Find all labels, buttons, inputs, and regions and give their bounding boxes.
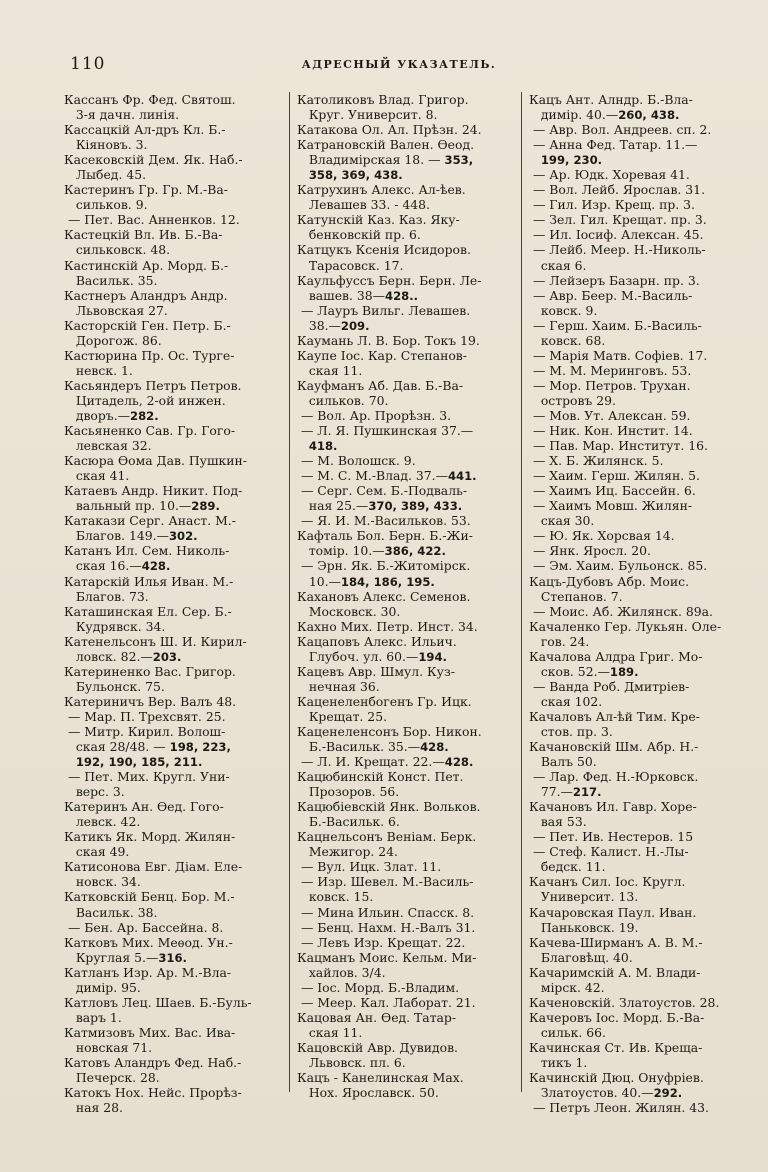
directory-line: — Л. Я. Пушкинская 37.— bbox=[297, 423, 474, 439]
directory-line: Львовская 27. bbox=[64, 302, 168, 318]
directory-line: Кастинскій Ар. Морд. Б.- bbox=[64, 257, 229, 273]
directory-line: ская 11. bbox=[297, 1024, 363, 1040]
directory-line: — Стеф. Калист. Н.-Лы- bbox=[529, 844, 689, 860]
directory-line: Б.-Васильк. 35.—428. bbox=[297, 739, 449, 755]
directory-line: Каумань Л. В. Бор. Токъ 19. bbox=[297, 332, 480, 348]
directory-line: левская 32. bbox=[64, 438, 152, 454]
directory-line: Глубоч. ул. 60.—194. bbox=[297, 648, 447, 664]
column-divider bbox=[521, 92, 522, 1092]
directory-line: сильков. 70. bbox=[297, 392, 389, 408]
directory-line: Степанов. 7. bbox=[529, 588, 623, 604]
column-2 bbox=[297, 92, 513, 1101]
directory-line: мірск. 42. bbox=[529, 979, 605, 995]
directory-line: Кастеринъ Гр. Гр. М.-Ва- bbox=[64, 182, 228, 198]
directory-line: Касторскій Ген. Петр. Б.- bbox=[64, 317, 231, 333]
directory-line: ная 28. bbox=[64, 1100, 123, 1116]
directory-line: Катенельсонъ Ш. И. Кирил- bbox=[64, 633, 247, 649]
directory-line: Катковъ Мих. Меѳод. Ун.- bbox=[64, 934, 233, 950]
directory-line: Кассанъ Фр. Фед. Святош. bbox=[64, 92, 236, 107]
directory-line: Кацъ-Дубовъ Абр. Моис. bbox=[529, 573, 690, 589]
directory-line: Кахановъ Алекс. Семенов. bbox=[297, 588, 471, 604]
directory-line: — Анна Фед. Татар. 11.— bbox=[529, 137, 698, 153]
directory-line: Кассацкій Ал-дръ Кл. Б.- bbox=[64, 122, 226, 138]
directory-line: Катцукъ Ксенія Исидоров. bbox=[297, 242, 471, 258]
directory-columns bbox=[64, 92, 730, 1116]
directory-line: — Л. И. Крещат. 22.—428. bbox=[297, 754, 474, 770]
directory-line: Владимірская 18. — 353, bbox=[297, 152, 474, 168]
directory-line: Кіяновъ. 3. bbox=[64, 137, 148, 153]
directory-line: Лыбед. 45. bbox=[64, 167, 147, 183]
directory-line: Касьяндеръ Петръ Петров. bbox=[64, 377, 242, 393]
directory-line: Бульонск. 75. bbox=[64, 678, 165, 694]
directory-line: Кафталь Бол. Берн. Б.-Жи- bbox=[297, 528, 473, 544]
directory-line: — Лар. Фед. Н.-Юрковск. bbox=[529, 769, 699, 785]
directory-line: — Мар. П. Трехсвят. 25. bbox=[64, 708, 226, 724]
directory-line: левск. 42. bbox=[64, 814, 141, 830]
directory-line: Катунскій Каз. Каз. Яку- bbox=[297, 212, 460, 228]
directory-line: Кацюбіевскій Янк. Вольков. bbox=[297, 799, 481, 815]
directory-line: — Я. И. М.-Васильков. 53. bbox=[297, 513, 471, 529]
directory-line: — Герш. Хаим. Б.-Василь- bbox=[529, 317, 702, 333]
directory-line: Качановъ Ил. Гавр. Хоре- bbox=[529, 799, 697, 815]
directory-line: новская 71. bbox=[64, 1039, 153, 1055]
directory-line: Катарскій Илья Иван. М.- bbox=[64, 573, 234, 589]
directory-line: Качанъ Сил. Іос. Кругл. bbox=[529, 874, 686, 890]
page-header bbox=[70, 54, 728, 78]
directory-line: томір. 10.—386, 422. bbox=[297, 543, 446, 559]
directory-line: Катокъ Нох. Нейс. Прорѣз- bbox=[64, 1085, 242, 1101]
directory-line: — Вол. Лейб. Ярослав. 31. bbox=[529, 182, 706, 198]
directory-line: Крещат. 25. bbox=[297, 708, 388, 724]
directory-line: — М. С. М.-Влад. 37.—441. bbox=[297, 468, 477, 484]
column-3 bbox=[529, 92, 745, 1116]
directory-line: Качинскій Дюц. Онуфріев. bbox=[529, 1070, 704, 1086]
directory-line: вашев. 38—428.. bbox=[297, 287, 419, 303]
directory-line: — Эрн. Як. Б.-Житомірск. bbox=[297, 558, 471, 574]
directory-line: Катанъ Ил. Сем. Николь- bbox=[64, 543, 230, 559]
directory-line: Кацюбинскій Конст. Пет. bbox=[297, 769, 464, 785]
directory-line: Кастецкій Вл. Ив. Б.-Ва- bbox=[64, 227, 223, 243]
directory-line: — Лейб. Меер. Н.-Николь- bbox=[529, 242, 706, 258]
directory-line: Московск. 30. bbox=[297, 603, 401, 619]
directory-line: — Меер. Кал. Лаборат. 21. bbox=[297, 994, 476, 1010]
directory-line: Катисонова Евг. Діам. Еле- bbox=[64, 859, 243, 875]
directory-line: ная 25.—370, 389, 433. bbox=[297, 498, 463, 514]
directory-line: Касьяненко Сав. Гр. Гого- bbox=[64, 423, 236, 439]
directory-line: Кацъ - Канелинская Мах. bbox=[297, 1070, 464, 1086]
directory-line: — Левъ Изр. Крещат. 22. bbox=[297, 934, 466, 950]
directory-line: Каупе Іос. Кар. Степанов- bbox=[297, 347, 467, 363]
directory-line: Круглая 5.—316. bbox=[64, 949, 187, 965]
directory-line: — Петръ Леон. Жилян. 43. bbox=[529, 1100, 709, 1116]
directory-line: нечная 36. bbox=[297, 678, 380, 694]
directory-line: Прозоров. 56. bbox=[297, 784, 400, 800]
directory-line: Качинская Ст. Ив. Креща- bbox=[529, 1039, 703, 1055]
directory-line: димір. 40.—260, 438. bbox=[529, 107, 680, 123]
directory-line: Васильк. 35. bbox=[64, 272, 158, 288]
directory-line: Католиковъ Влад. Григор. bbox=[297, 92, 469, 107]
directory-line: — Эм. Хаим. Бульонск. 85. bbox=[529, 558, 708, 574]
directory-line: Васильк. 38. bbox=[64, 904, 158, 920]
directory-line: — Изр. Шевел. М.-Василь- bbox=[297, 874, 474, 890]
directory-line: сильков. 9. bbox=[64, 197, 148, 213]
directory-line: — Пет. Ив. Нестеров. 15 bbox=[529, 829, 694, 845]
directory-line: Катрухинъ Алекс. Ал-ѣев. bbox=[297, 182, 466, 198]
running-title: АДРЕСНЫЙ УКАЗАТЕЛЬ. bbox=[301, 58, 497, 71]
directory-line: ская 28/48. — 198, 223, bbox=[64, 739, 231, 755]
directory-line: — М. М. Меринговъ. 53. bbox=[529, 362, 692, 378]
directory-line: — Пет. Мих. Кругл. Уни- bbox=[64, 769, 230, 785]
directory-line: — Ю. Як. Хорсвая 14. bbox=[529, 528, 675, 544]
directory-line: Львовск. пл. 6. bbox=[297, 1055, 406, 1070]
directory-line: — Пет. Вас. Анненков. 12. bbox=[64, 212, 240, 228]
directory-line: Кацаповъ Алекс. Ильич. bbox=[297, 633, 457, 649]
directory-line: варъ 1. bbox=[64, 1009, 122, 1025]
directory-line: — Марія Матв. Софіев. 17. bbox=[529, 347, 708, 363]
directory-line: Университ. 13. bbox=[529, 889, 639, 905]
column-1 bbox=[64, 92, 280, 1116]
directory-line: — Бен. Ар. Бассейна. 8. bbox=[64, 919, 224, 935]
directory-line: ская 41. bbox=[64, 468, 130, 484]
directory-line: Нох. Ярославск. 50. bbox=[297, 1085, 439, 1101]
directory-line: тикъ 1. bbox=[529, 1055, 588, 1070]
directory-line: ская 49. bbox=[64, 844, 130, 860]
directory-line: — Митр. Кирил. Волош- bbox=[64, 723, 226, 739]
directory-line: — Серг. Сем. Б.-Подваль- bbox=[297, 483, 468, 499]
directory-line: сков. 52.—189. bbox=[529, 663, 639, 679]
directory-line: 418. bbox=[308, 439, 338, 454]
column-divider bbox=[289, 92, 290, 1092]
directory-line: Кастюрина Пр. Ос. Турге- bbox=[64, 347, 235, 363]
directory-line: 10.—184, 186, 195. bbox=[297, 573, 435, 589]
directory-line: 77.—217. bbox=[529, 784, 602, 800]
directory-line: 192, 190, 185, 211. bbox=[75, 755, 203, 770]
directory-line: Валъ 50. bbox=[529, 754, 597, 770]
directory-line: Катмизовъ Мих. Вас. Ива- bbox=[64, 1024, 236, 1040]
directory-line: — Мор. Петров. Трухан. bbox=[529, 377, 691, 393]
directory-line: — М. Волошск. 9. bbox=[297, 453, 416, 469]
directory-line: ловск. 82.—203. bbox=[64, 648, 182, 664]
directory-line: Катрановскій Вален. Ѳеод. bbox=[297, 137, 475, 153]
directory-line: сильк. 66. bbox=[529, 1024, 606, 1040]
directory-line: ская 6. bbox=[529, 257, 587, 273]
directory-line: Кацнельсонъ Веніам. Берк. bbox=[297, 829, 477, 845]
directory-line: 38.—209. bbox=[297, 317, 370, 333]
directory-line: — Моис. Аб. Жилянск. 89а. bbox=[529, 603, 713, 619]
directory-line: бенковскій пр. 6. bbox=[297, 227, 421, 243]
directory-line: — Ар. Юдк. Хоревая 41. bbox=[529, 167, 690, 183]
directory-line: — Ил. Іосиф. Алексан. 45. bbox=[529, 227, 704, 243]
directory-line: островъ 29. bbox=[529, 392, 616, 408]
directory-line: бедск. 11. bbox=[529, 859, 606, 875]
directory-line: ская 30. bbox=[529, 513, 595, 529]
directory-line: Каценеленбогенъ Гр. Ицк. bbox=[297, 693, 472, 709]
directory-line: Благов. 149.—302. bbox=[64, 528, 198, 544]
directory-line: Качеровъ Іос. Морд. Б.-Ва- bbox=[529, 1009, 705, 1025]
directory-line: Каченовскій. Златоустов. 28. bbox=[529, 994, 720, 1010]
directory-line: Левашев 33. - 448. bbox=[297, 197, 430, 213]
directory-line: Кауфманъ Аб. Дав. Б.-Ва- bbox=[297, 377, 464, 393]
directory-line: вальный пр. 10.—289. bbox=[64, 498, 220, 514]
directory-line: Катковскій Бенц. Бор. М.- bbox=[64, 889, 235, 905]
directory-line: димір. 95. bbox=[64, 979, 141, 995]
directory-line: Б.-Васильк. 6. bbox=[297, 814, 400, 830]
directory-line: — Авр. Беер. М.-Василь- bbox=[529, 287, 693, 303]
directory-line: Златоустов. 40.—292. bbox=[529, 1085, 683, 1101]
directory-line: ская 102. bbox=[529, 693, 603, 709]
directory-line: вая 53. bbox=[529, 814, 587, 830]
directory-line: Катаевъ Андр. Никит. Под- bbox=[64, 483, 243, 499]
directory-line: Кацъ Ант. Алндр. Б.-Вла- bbox=[529, 92, 693, 107]
directory-line: гов. 24. bbox=[529, 633, 590, 649]
directory-line: Кацовая Ан. Ѳед. Татар- bbox=[297, 1009, 457, 1025]
directory-line: Катланъ Изр. Ар. М.-Вла- bbox=[64, 964, 232, 980]
directory-line: Кацманъ Моис. Кельм. Ми- bbox=[297, 949, 477, 965]
directory-line: — Гил. Изр. Крещ. пр. 3. bbox=[529, 197, 695, 213]
directory-line: — Ник. Кон. Инстит. 14. bbox=[529, 423, 693, 439]
directory-line: Дорогож. 86. bbox=[64, 332, 162, 348]
directory-line: ская 16.—428. bbox=[64, 558, 171, 574]
directory-line: ковск. 68. bbox=[529, 332, 606, 348]
directory-line: — Хаимъ Иц. Бассейн. 6. bbox=[529, 483, 696, 499]
directory-line: — Хаимъ Мовш. Жилян- bbox=[529, 498, 693, 514]
directory-line: — Зел. Гил. Крещат. пр. 3. bbox=[529, 212, 707, 228]
directory-line: 358, 369, 438. bbox=[308, 168, 403, 183]
directory-line: Катикъ Як. Морд. Жилян- bbox=[64, 829, 236, 845]
directory-line: Кастнеръ Аландръ Андр. bbox=[64, 287, 228, 303]
directory-line: — Іос. Морд. Б.-Владим. bbox=[297, 979, 460, 995]
directory-line: — Лейзеръ Базарн. пр. 3. bbox=[529, 272, 700, 288]
directory-line: невск. 1. bbox=[64, 362, 133, 378]
directory-line: Круг. Университ. 8. bbox=[297, 107, 438, 123]
directory-line: Качалова Алдра Григ. Мо- bbox=[529, 648, 703, 664]
directory-line: — Лауръ Вильг. Левашев. bbox=[297, 302, 471, 318]
directory-line: Катакова Ол. Ал. Прѣзн. 24. bbox=[297, 122, 482, 138]
directory-line: Благов. 73. bbox=[64, 588, 149, 604]
directory-line: Катакази Серг. Анаст. М.- bbox=[64, 513, 236, 529]
directory-line: Каташинская Ел. Сер. Б.- bbox=[64, 603, 232, 619]
directory-line: Цитадель, 2-ой инжен. bbox=[64, 392, 226, 408]
directory-line: 3-я дачн. линія. bbox=[64, 107, 180, 123]
directory-line: Катеринъ Ан. Ѳед. Гого- bbox=[64, 799, 224, 815]
directory-line: Качева-Ширманъ А. В. М.- bbox=[529, 934, 703, 950]
directory-line: Качаровская Паул. Иван. bbox=[529, 904, 697, 920]
directory-line: Катловъ Лец. Шаев. Б.-Буль- bbox=[64, 994, 252, 1010]
directory-line: — Пав. Мар. Институт. 16. bbox=[529, 438, 708, 454]
directory-line: Катовъ Аландръ Фед. Наб.- bbox=[64, 1055, 242, 1070]
directory-line: — Авр. Вол. Андреев. сп. 2. bbox=[529, 122, 712, 138]
directory-line: Кацовскій Авр. Дувидов. bbox=[297, 1039, 458, 1055]
directory-line: Тарасовск. 17. bbox=[297, 257, 404, 273]
directory-line: — Вул. Ицк. Злат. 11. bbox=[297, 859, 442, 875]
directory-line: — Мина Ильин. Спасск. 8. bbox=[297, 904, 475, 920]
directory-line: — Х. Б. Жилянск. 5. bbox=[529, 453, 664, 469]
directory-line: Качаленко Гер. Лукьян. Оле- bbox=[529, 618, 722, 634]
directory-line: Качановскій Шм. Абр. Н.- bbox=[529, 739, 699, 755]
directory-line: Печерск. 28. bbox=[64, 1070, 160, 1086]
directory-line: Кацевъ Авр. Шмул. Куз- bbox=[297, 663, 455, 679]
directory-line: Качаримскій А. М. Влади- bbox=[529, 964, 701, 980]
directory-line: Кудрявск. 34. bbox=[64, 618, 166, 634]
directory-line: Каценеленсонъ Бор. Никон. bbox=[297, 723, 482, 739]
directory-line: Благовѣщ. 40. bbox=[529, 949, 633, 965]
directory-line: Касюра Ѳома Дав. Пушкин- bbox=[64, 453, 247, 469]
directory-line: верс. 3. bbox=[64, 784, 125, 800]
directory-line: ковск. 9. bbox=[529, 302, 598, 318]
directory-line: — Хаим. Герш. Жилян. 5. bbox=[529, 468, 700, 484]
directory-line: — Вол. Ар. Прорѣзн. 3. bbox=[297, 407, 452, 423]
page-number: 110 bbox=[70, 54, 106, 74]
directory-line: сильковск. 48. bbox=[64, 242, 171, 258]
directory-line: дворъ.—282. bbox=[64, 407, 159, 423]
directory-line: новск. 34. bbox=[64, 874, 141, 890]
directory-line: 199, 230. bbox=[540, 153, 603, 168]
directory-line: стов. пр. 3. bbox=[529, 723, 613, 739]
directory-line: Касековскій Дем. Як. Наб.- bbox=[64, 152, 243, 168]
directory-line: Катериничъ Вер. Валъ 48. bbox=[64, 693, 237, 709]
directory-line: — Бенц. Нахм. Н.-Валъ 31. bbox=[297, 919, 476, 935]
directory-line: ковск. 15. bbox=[297, 889, 374, 905]
directory-line: Качаловъ Ал-ѣй Тим. Кре- bbox=[529, 708, 700, 724]
directory-line: — Ванда Роб. Дмитріев- bbox=[529, 678, 690, 694]
directory-line: ская 11. bbox=[297, 362, 363, 378]
directory-line: Катериненко Вас. Григор. bbox=[64, 663, 236, 679]
directory-line: — Мов. Ут. Алексан. 59. bbox=[529, 407, 691, 423]
directory-line: Каульфуссъ Берн. Берн. Ле- bbox=[297, 272, 482, 288]
directory-line: Межигор. 24. bbox=[297, 844, 398, 860]
directory-line: хайлов. 3/4. bbox=[297, 964, 386, 980]
directory-line: Паньковск. 19. bbox=[529, 919, 639, 935]
directory-line: — Янк. Яросл. 20. bbox=[529, 543, 651, 559]
directory-line: Кахно Мих. Петр. Инст. 34. bbox=[297, 618, 478, 634]
